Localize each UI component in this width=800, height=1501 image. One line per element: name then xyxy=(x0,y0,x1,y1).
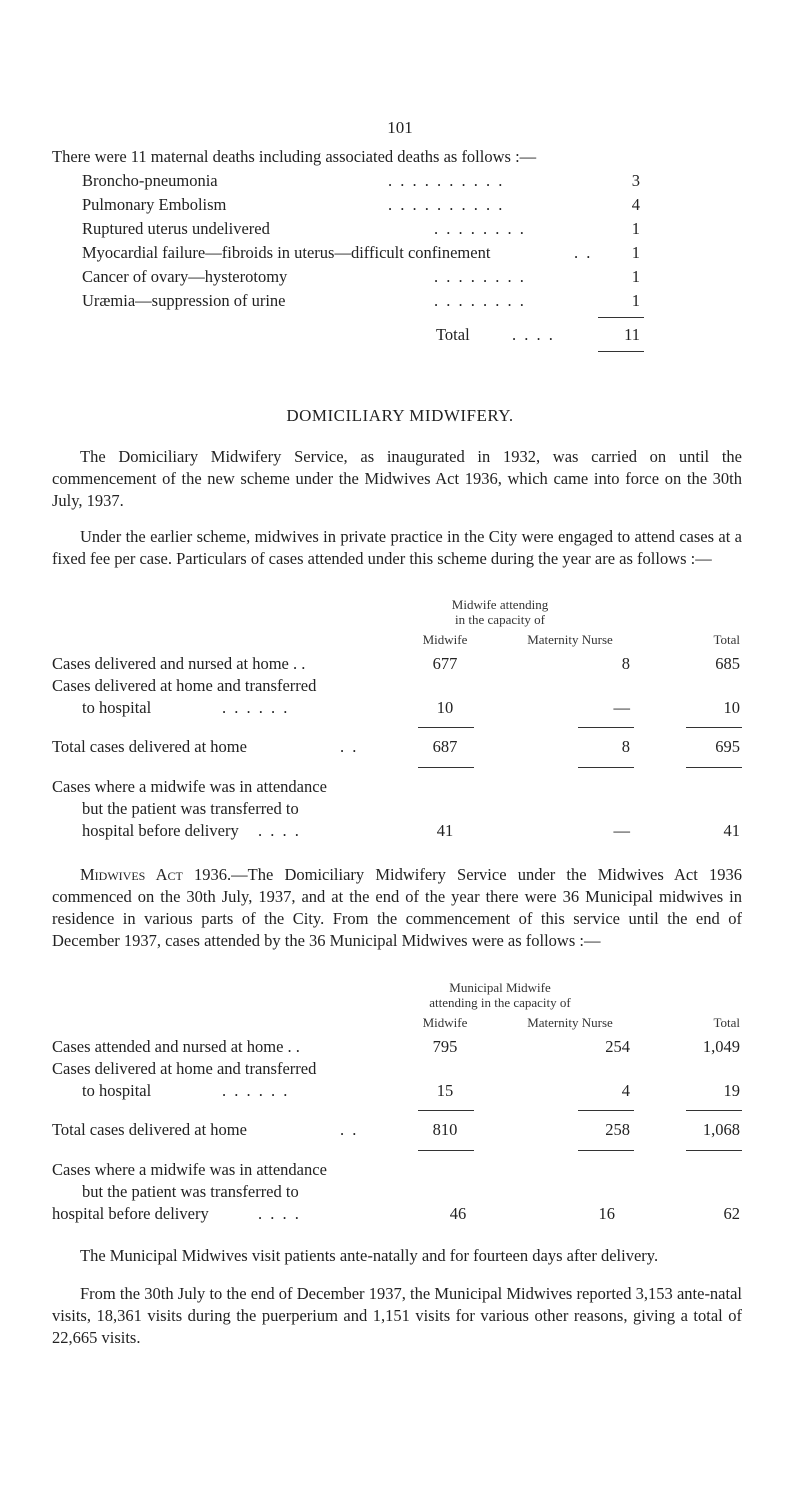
total-label: Total xyxy=(436,325,470,344)
row-label: Total cases delivered at home xyxy=(52,737,247,756)
paragraph-visits-summary xyxy=(52,1283,742,1349)
sum-rule xyxy=(686,1150,742,1151)
death-cause: Pulmonary Embolism xyxy=(82,195,227,214)
cell-total: 19 xyxy=(723,1081,740,1100)
row-label: Cases attended and nursed at home . . xyxy=(52,1037,300,1056)
cell-total: 685 xyxy=(715,654,740,673)
row-label: Cases delivered at home and transferred xyxy=(52,676,317,695)
paragraph-lead: Midwives Act 1936. xyxy=(80,865,232,884)
death-count: 3 xyxy=(631,171,640,190)
table-group-header: Midwife attending xyxy=(451,597,549,612)
death-cause: Myocardial failure—fibroids in uterus—difficult confinement xyxy=(82,243,491,262)
column-header-total: Total xyxy=(713,632,740,647)
death-cause: Ruptured uterus undelivered xyxy=(82,219,270,238)
death-count: 1 xyxy=(631,267,640,286)
cell-maternity: 16 xyxy=(598,1204,615,1223)
cell-total: 41 xyxy=(723,821,740,840)
cell-total: 10 xyxy=(723,698,740,717)
total-count: 11 xyxy=(624,325,640,344)
paragraph-text: —The Domiciliary Midwifery Service under the Midwives Act 1936 commenced on the 30th July, 1937, and at the end of the year there were 36 Municipal midwives in residence in various parts of the City. From the commencement of this service until the end of December 1937, cases attended by the 36 Municipal Midwives were as follows :— xyxy=(52,865,742,950)
column-header-midwife: Midwife xyxy=(422,1015,468,1030)
leader-dots: . . . . . . xyxy=(222,1081,290,1100)
paragraph-text: Under the earlier scheme, midwives in private practice in the City were engaged to attend cases at a fixed fee per case. Particulars of cases attended under this scheme during the year are as follows :— xyxy=(52,527,742,568)
sum-rule xyxy=(598,317,644,318)
row-label: hospital before delivery xyxy=(52,1204,209,1223)
leader-dots: . . . . xyxy=(258,1204,301,1223)
cell-total: 62 xyxy=(723,1204,740,1223)
deaths-intro: There were 11 maternal deaths including associated deaths as follows :— xyxy=(52,147,537,166)
row-label: but the patient was transferred to xyxy=(82,799,299,818)
row-label: to hospital xyxy=(82,1081,152,1100)
row-label: Cases where a midwife was in attendance xyxy=(52,1160,327,1179)
cell-maternity: — xyxy=(613,821,630,840)
row-label: hospital before delivery xyxy=(82,821,239,840)
total-rule xyxy=(598,351,644,352)
death-count: 1 xyxy=(631,243,640,262)
leader-dots: . . . . . . . . xyxy=(434,267,526,286)
section-heading: DOMICILIARY MIDWIFERY. xyxy=(286,406,514,425)
table-group-header: in the capacity of xyxy=(455,612,545,627)
cell-midwife: 810 xyxy=(432,1120,458,1139)
sum-rule xyxy=(418,1110,474,1111)
column-header-maternity-nurse: Maternity Nurse xyxy=(527,1015,613,1030)
death-count: 1 xyxy=(631,291,640,310)
table-group-header: attending in the capacity of xyxy=(429,995,571,1010)
cell-maternity: 4 xyxy=(621,1081,630,1100)
death-cause: Cancer of ovary—hysterotomy xyxy=(82,267,288,286)
sum-rule xyxy=(686,767,742,768)
leader-dots: . . . . . . . . xyxy=(434,219,526,238)
leader-dots: . . . . xyxy=(258,821,301,840)
row-label: Total cases delivered at home xyxy=(52,1120,247,1139)
sum-rule xyxy=(578,767,634,768)
column-header-maternity-nurse: Maternity Nurse xyxy=(527,632,613,647)
paragraph-visits-note xyxy=(52,1245,742,1267)
sum-rule xyxy=(578,1110,634,1111)
row-label: Cases where a midwife was in attendance xyxy=(52,777,327,796)
leader-dots: . . xyxy=(574,243,593,262)
row-label: Cases delivered and nursed at home . . xyxy=(52,654,306,673)
sum-rule xyxy=(686,1110,742,1111)
cell-midwife: 10 xyxy=(436,698,454,717)
sum-rule xyxy=(418,767,474,768)
leader-dots: . . . . . . . . . . xyxy=(388,195,505,214)
leader-dots: . . . . . . . . . . xyxy=(388,171,505,190)
cell-midwife: 15 xyxy=(436,1081,454,1100)
cell-midwife: 41 xyxy=(436,821,454,840)
sum-rule xyxy=(686,727,742,728)
cell-maternity: — xyxy=(613,698,630,717)
column-header-total: Total xyxy=(713,1015,740,1030)
cell-total: 1,049 xyxy=(702,1037,740,1056)
leader-dots: . . . . . . . . xyxy=(434,291,526,310)
paragraph-midwives-act xyxy=(52,864,742,952)
paragraph-earlier-scheme xyxy=(52,526,742,570)
cell-midwife: 46 xyxy=(449,1204,467,1223)
sum-rule xyxy=(578,727,634,728)
cell-total: 1,068 xyxy=(702,1120,740,1139)
paragraph-text: From the 30th July to the end of December 1937, the Municipal Midwives reported 3,153 ante-natal visits, 18,361 visits during the puerperium and 1,151 visits for various other reasons, giving a total of 22,665 visits. xyxy=(52,1284,742,1347)
cell-midwife: 687 xyxy=(432,737,458,756)
death-cause: Uræmia—suppression of urine xyxy=(82,291,286,310)
row-label: but the patient was transferred to xyxy=(82,1182,299,1201)
paragraph-text: The Municipal Midwives visit patients ante-natally and for fourteen days after delivery. xyxy=(80,1246,659,1265)
sum-rule xyxy=(418,727,474,728)
page-number: 101 xyxy=(387,118,413,137)
row-label: to hospital xyxy=(82,698,152,717)
leader-dots: . . xyxy=(340,1120,359,1139)
cell-maternity: 8 xyxy=(621,654,630,673)
sum-rule xyxy=(418,1150,474,1151)
leader-dots: . . xyxy=(340,737,359,756)
death-cause: Broncho-pneumonia xyxy=(82,171,218,190)
cell-midwife: 677 xyxy=(432,654,458,673)
cell-total: 695 xyxy=(715,737,740,756)
table-group-header: Municipal Midwife xyxy=(449,980,551,995)
cell-maternity: 254 xyxy=(605,1037,630,1056)
sum-rule xyxy=(578,1150,634,1151)
column-header-midwife: Midwife xyxy=(422,632,468,647)
paragraph-intro xyxy=(52,446,742,512)
paragraph-text: The Domiciliary Midwifery Service, as inaugurated in 1932, was carried on until the commencement of the new scheme under the Midwives Act 1936, which came into force on the 30th July, 1937. xyxy=(52,447,742,510)
death-count: 1 xyxy=(631,219,640,238)
cell-maternity: 258 xyxy=(605,1120,630,1139)
death-count: 4 xyxy=(631,195,640,214)
leader-dots: . . . . xyxy=(512,325,555,344)
leader-dots: . . . . . . xyxy=(222,698,290,717)
row-label: Cases delivered at home and transferred xyxy=(52,1059,317,1078)
cell-maternity: 8 xyxy=(621,737,630,756)
cell-midwife: 795 xyxy=(432,1037,458,1056)
